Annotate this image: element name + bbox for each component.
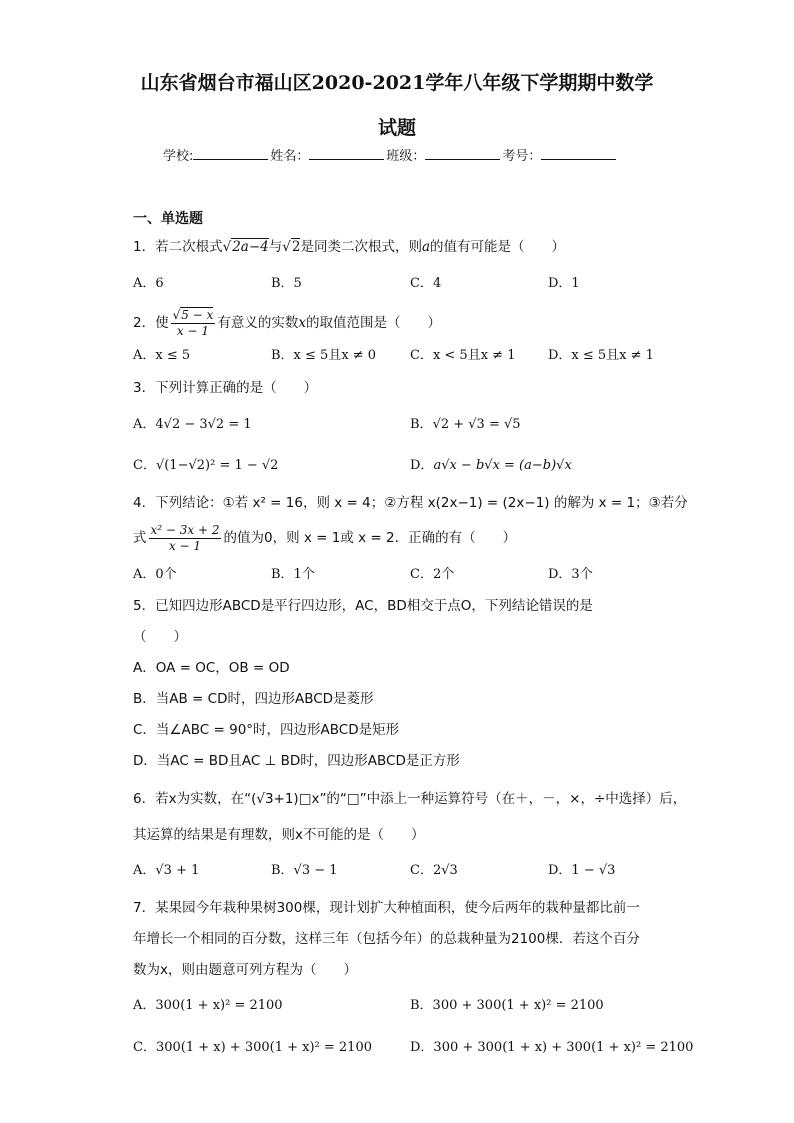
q5-option-c[interactable]: C．当∠ABC = 90°时，四边形ABCD是矩形 [133,722,400,738]
q4-option-b[interactable]: B．1个 [271,567,315,582]
q5-option-a[interactable]: A．OA = OC，OB = OD [133,660,290,676]
q4-fraction: $\frac{\text{x² − 3x + 2}}{x - 1}$ [150,522,220,553]
student-info [163,145,618,164]
name-blank[interactable] [309,147,384,160]
q2-option-a[interactable]: A．x ≤ 5 [133,348,191,363]
q1-option-d[interactable]: D．1 [548,276,580,291]
q3-option-d[interactable]: D．a√x − b√x = (a−b)√x [410,458,572,473]
q7-option-b[interactable]: B．300 + 300(1 + x)² = 2100 [410,998,604,1013]
q7-option-a[interactable]: A．300(1 + x)² = 2100 [133,998,283,1013]
name-label: 姓名： [270,149,310,164]
q6-option-c[interactable]: C．2√3 [410,863,458,878]
q7-option-d[interactable]: D．300 + 300(1 + x) + 300(1 + x)² = 2100 [410,1040,694,1055]
q1-option-a[interactable]: A．6 [133,276,164,291]
q5-stem-line-1: 5．已知四边形ABCD是平行四边形，AC，BD相交于点O，下列结论错误的是 [133,598,593,614]
q7-option-c[interactable]: C．300(1 + x) + 300(1 + x)² = 2100 [133,1040,372,1055]
q5-stem-line-2: （ ） [133,629,187,645]
q2-stem: 2．使 $\frac{√5 - x}{x - 1}$ 有意义的实数x的取值范围是（ ） [133,307,441,338]
q4-stem-line-2: 式 $\frac{\text{x² − 3x + 2}}{x - 1}$ 的值为0，则 x = 1或 x = 2．正确的有（ ） [133,522,517,553]
q4-option-a[interactable]: A．0个 [133,567,177,582]
q7-stem-line-1: 7．某果园今年栽种果树300棵，现计划扩大种植面积，使今后两年的栽种量都比前一 [133,900,640,916]
q3-option-a[interactable]: A．4√2 − 3√2 = 1 [133,417,252,432]
q5-option-d[interactable]: D．当AC = BD且AC ⊥ BD时，四边形ABCD是正方形 [133,753,460,769]
q2-option-c[interactable]: C．x < 5且x ≠ 1 [410,348,516,363]
q7-stem-line-2: 年增长一个相同的百分数，这样三年（包括今年）的总栽种量为2100棵．若这个百分 [133,931,640,947]
q1-stem: 1．若二次根式√2a−4与√2是同类二次根式，则a的值有可能是（ ） [133,239,566,255]
q2-option-d[interactable]: D．x ≤ 5且x ≠ 1 [548,348,654,363]
q3-option-b[interactable]: B．√2 + √3 = √5 [410,417,521,432]
number-label: 考号： [502,149,542,164]
q3-option-c[interactable]: C．√(1−√2)² = 1 − √2 [133,458,279,473]
q2-fraction: $\frac{√5 - x}{x - 1}$ [172,307,214,338]
title-line-2: 试题 [377,117,416,139]
title-line-1: 山东省烟台市福山区2020-2021学年八年级下学期期中数学 [140,72,654,94]
q4-stem-line-1: 4．下列结论：①若 x² = 16，则 x = 4；②方程 x(2x−1) = (2x−1) 的解为 x = 1；③若分 [133,495,688,511]
number-blank[interactable] [541,147,616,160]
q1-option-c[interactable]: C．4 [410,276,442,291]
q7-stem-line-3: 数为x，则由题意可列方程为（ ） [133,962,357,978]
q6-option-d[interactable]: D．1 − √3 [548,863,616,878]
class-blank[interactable] [425,147,500,160]
class-label: 班级： [386,149,426,164]
q6-stem-line-2: 其运算的结果是有理数，则x不可能的是（ ） [133,827,425,843]
q3-stem: 3．下列计算正确的是（ ） [133,380,318,396]
q1-option-b[interactable]: B．5 [271,276,302,291]
school-blank[interactable] [193,147,268,160]
q2-option-b[interactable]: B．x ≤ 5且x ≠ 0 [271,348,377,363]
q5-option-b[interactable]: B．当AB = CD时，四边形ABCD是菱形 [133,691,374,707]
q4-option-d[interactable]: D．3个 [548,567,593,582]
q6-stem-line-1: 6．若x为实数，在“(√3+1)□x”的“□”中添上一种运算符号（在＋，－，×，÷中选择）后， [133,791,687,807]
q6-option-a[interactable]: A．√3 + 1 [133,863,200,878]
school-label: 学校: [163,149,194,164]
q4-option-c[interactable]: C．2个 [410,567,455,582]
section-heading: 一、单选题 [133,211,203,227]
q6-option-b[interactable]: B．√3 − 1 [271,863,338,878]
